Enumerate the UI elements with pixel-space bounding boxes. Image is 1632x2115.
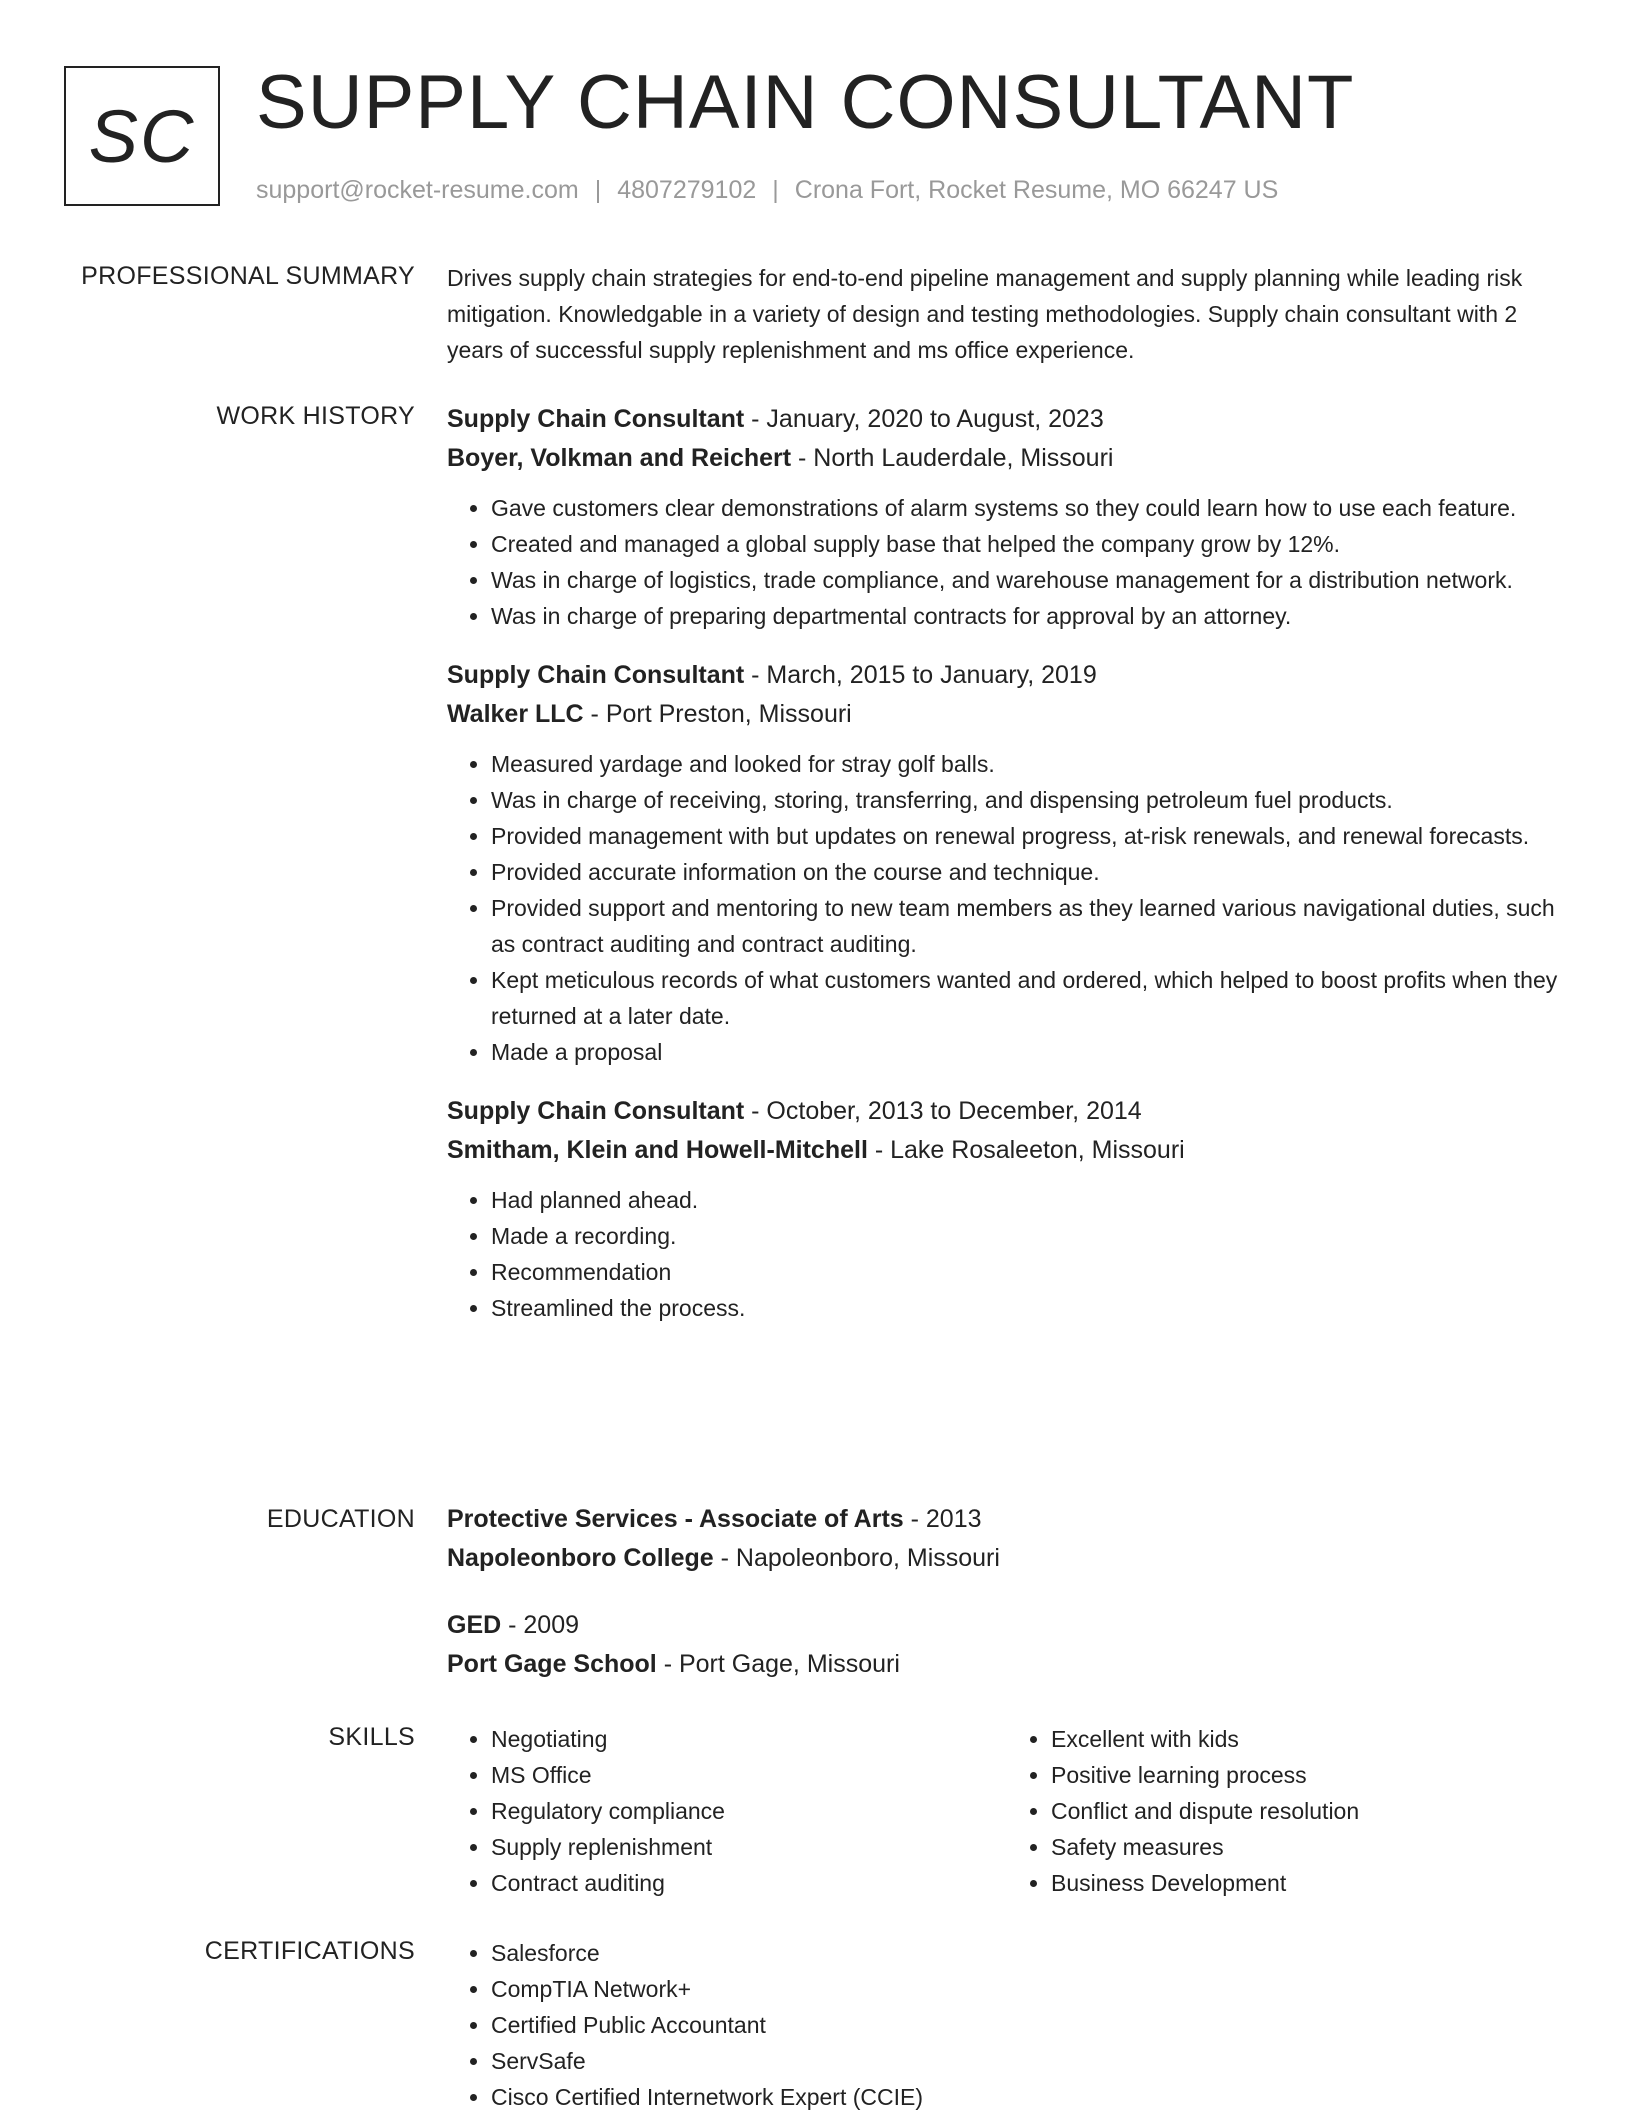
skills-column-right [1007, 1721, 1567, 1901]
job-bullets [447, 490, 1567, 634]
skills-column-left [447, 1721, 1007, 1901]
education-location: - Port Gage, Missouri [656, 1650, 900, 1678]
certifications-body [447, 1935, 1567, 2115]
job-bullet: • Measured yardage and looked for stray golf balls. [491, 746, 1567, 782]
education-year: - 2013 [903, 1505, 982, 1533]
job-location: - Lake Rosaleeton, Missouri [867, 1136, 1185, 1164]
job-company: Boyer, Volkman and Reichert [447, 444, 792, 472]
job-location: - Port Preston, Missouri [583, 700, 852, 728]
certification-item: • Cisco Certified Internetwork Expert (CCIE) [491, 2079, 1567, 2115]
job-bullet: • Had planned ahead. [491, 1182, 1567, 1218]
skill-item: • Positive learning process [1051, 1757, 1567, 1793]
job-bullet: • Made a recording. [491, 1218, 1567, 1254]
job-company-line [447, 439, 1567, 478]
job-location: - North Lauderdale, Missouri [791, 444, 1114, 472]
job-dates: - March, 2015 to January, 2019 [744, 661, 1097, 689]
contact-email: support@rocket-resume.com [256, 176, 579, 204]
section-heading-skills: SKILLS [328, 1723, 415, 1751]
job-bullet: • Provided management with but updates on renewal progress, at-risk renewals, and renewal forecasts. [491, 818, 1567, 854]
job-company-line [447, 695, 1567, 734]
skill-item: • Business Development [1051, 1865, 1567, 1901]
skill-item: • Conflict and dispute resolution [1051, 1793, 1567, 1829]
job-company: Smitham, Klein and Howell-Mitchell [447, 1136, 868, 1164]
contact-address: Crona Fort, Rocket Resume, MO 66247 US [794, 176, 1279, 204]
education-degree-line [447, 1500, 1567, 1539]
contact-line [256, 174, 1278, 206]
skills-grid [447, 1721, 1567, 1901]
education-school-line [447, 1539, 1567, 1578]
job-title-line [447, 400, 1567, 439]
job-bullets [447, 746, 1567, 1070]
education-school: Napoleonboro College [447, 1544, 714, 1572]
job-dates: - January, 2020 to August, 2023 [744, 405, 1104, 433]
skill-item: • Excellent with kids [1051, 1721, 1567, 1757]
certification-item: • Salesforce [491, 1935, 1567, 1971]
section-heading-summary: PROFESSIONAL SUMMARY [81, 262, 415, 290]
skill-item: • Contract auditing [491, 1865, 1007, 1901]
job-title-line [447, 1092, 1567, 1131]
section-heading-education: EDUCATION [266, 1505, 415, 1533]
certifications-list [447, 1935, 1567, 2115]
job-entry [447, 400, 1567, 634]
certification-item: • ServSafe [491, 2043, 1567, 2079]
job-bullet: • Streamlined the process. [491, 1290, 1567, 1326]
job-bullet: • Was in charge of preparing departmental contracts for approval by an attorney. [491, 598, 1567, 634]
job-title-line [447, 656, 1567, 695]
monogram-text: SC [88, 94, 196, 178]
skill-item: • Regulatory compliance [491, 1793, 1007, 1829]
job-company: Walker LLC [447, 700, 584, 728]
education-entry [447, 1606, 1567, 1684]
education-school: Port Gage School [447, 1650, 657, 1678]
skill-item: • Safety measures [1051, 1829, 1567, 1865]
skill-item: • Supply replenishment [491, 1829, 1007, 1865]
education-degree-line [447, 1606, 1567, 1645]
certification-item: • Certified Public Accountant [491, 2007, 1567, 2043]
job-company-line [447, 1131, 1567, 1170]
job-bullet: • Recommendation [491, 1254, 1567, 1290]
contact-separator: | [594, 176, 602, 204]
contact-separator: | [772, 176, 779, 204]
job-bullet: • Gave customers clear demonstrations of alarm systems so they could learn how to use each feature. [491, 490, 1567, 526]
education-entry [447, 1500, 1567, 1578]
job-bullet: • Was in charge of logistics, trade compliance, and warehouse management for a distribution network. [491, 562, 1567, 598]
job-entry [447, 1092, 1567, 1326]
section-heading-work-history: WORK HISTORY [216, 402, 415, 430]
job-title: Supply Chain Consultant [447, 1097, 745, 1125]
education-location: - Napoleonboro, Missouri [713, 1544, 1000, 1572]
job-dates: - October, 2013 to December, 2014 [744, 1097, 1142, 1125]
summary-text: Drives supply chain strategies for end-to-end pipeline management and supply planning while leading risk mitigation. Knowledgable in a variety of design and testing methodologies. Supply chain consultant with 2 years of successful supply replenishment and ms office experience. [447, 265, 1523, 363]
work-history-body [447, 400, 1567, 1348]
summary-body [447, 260, 1567, 368]
education-school-line [447, 1645, 1567, 1684]
skill-item: • MS Office [491, 1757, 1007, 1793]
skills-body [447, 1721, 1567, 1901]
education-degree: GED [447, 1611, 502, 1639]
job-bullet: • Kept meticulous records of what customers wanted and ordered, which helped to boost profits when they returned at a later date. [491, 962, 1567, 1034]
job-bullet: • Made a proposal [491, 1034, 1567, 1070]
certification-item: • CompTIA Network+ [491, 1971, 1567, 2007]
page-title: SUPPLY CHAIN CONSULTANT [256, 60, 1355, 145]
job-entry [447, 656, 1567, 1070]
job-bullet: • Provided support and mentoring to new team members as they learned various navigational duties, such as contract auditing and contract auditing. [491, 890, 1567, 962]
monogram-badge [64, 66, 220, 206]
job-bullet: • Provided accurate information on the course and technique. [491, 854, 1567, 890]
education-degree: Protective Services - Associate of Arts [447, 1505, 904, 1533]
job-bullets [447, 1182, 1567, 1326]
job-title: Supply Chain Consultant [447, 661, 745, 689]
skill-item: • Negotiating [491, 1721, 1007, 1757]
section-heading-certifications: CERTIFICATIONS [204, 1937, 415, 1965]
contact-phone: 4807279102 [617, 176, 757, 204]
education-body [447, 1500, 1567, 1712]
job-title: Supply Chain Consultant [447, 405, 745, 433]
job-bullet: • Was in charge of receiving, storing, transferring, and dispensing petroleum fuel products. [491, 782, 1567, 818]
job-bullet: • Created and managed a global supply base that helped the company grow by 12%. [491, 526, 1567, 562]
education-year: - 2009 [501, 1611, 580, 1639]
